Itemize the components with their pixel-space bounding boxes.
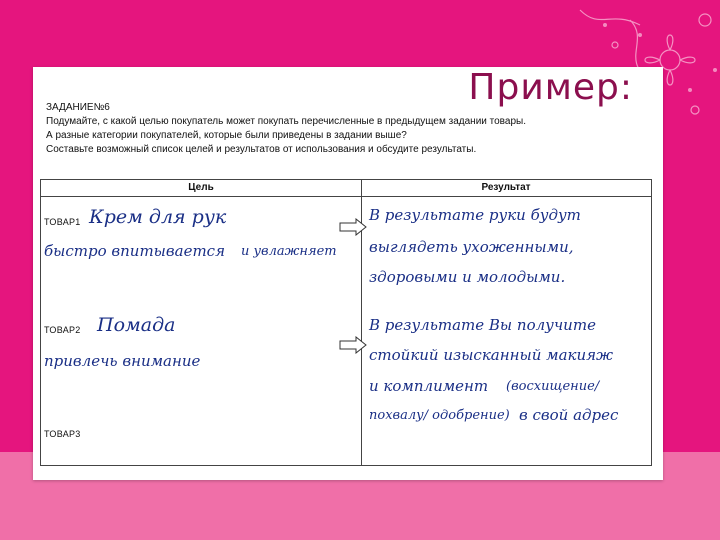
- arrow-right-icon: [338, 336, 368, 354]
- task-block: [46, 101, 646, 157]
- product-name: Крем для рук: [89, 206, 227, 228]
- result-text: (восхищение/: [506, 379, 600, 394]
- result-text: выглядеть ухоженными,: [369, 238, 574, 256]
- row-label: ТОВАР2: [44, 325, 81, 335]
- goal-text: быстро впитывается: [44, 242, 225, 260]
- result-text: похвалу/ одобрение): [369, 408, 510, 423]
- row-label: ТОВАР3: [44, 429, 81, 439]
- goal-text: привлечь внимание: [44, 352, 201, 370]
- result-text: в свой адрес: [519, 406, 619, 424]
- goal-text: и увлажняет: [241, 244, 337, 259]
- task-heading: ЗАДАНИЕ№6: [46, 102, 110, 113]
- row-label: ТОВАР1: [44, 217, 81, 227]
- result-text: стойкий изысканный макияж: [369, 346, 614, 364]
- product-name: Помада: [97, 314, 176, 336]
- column-header-goal: Цель: [41, 180, 361, 197]
- task-line: Составьте возможный список целей и результатов от использования и обсудите результаты.: [46, 144, 477, 155]
- result-text: В результате Вы получите: [369, 316, 596, 334]
- result-text: здоровыми и молодыми.: [369, 268, 566, 286]
- goals-results-table: [40, 179, 652, 466]
- result-text: В результате руки будут: [369, 206, 581, 224]
- task-line: А разные категории покупателей, которые были приведены в задании выше?: [46, 130, 407, 141]
- column-header-result: Результат: [361, 180, 651, 197]
- result-text: и комплимент: [369, 377, 489, 395]
- task-line: Подумайте, с какой целью покупатель может покупать перечисленные в предыдущем задании товары.: [46, 116, 526, 127]
- slide-title: Пример:: [468, 67, 633, 108]
- slide-card: [33, 67, 663, 480]
- arrow-right-icon: [338, 218, 368, 236]
